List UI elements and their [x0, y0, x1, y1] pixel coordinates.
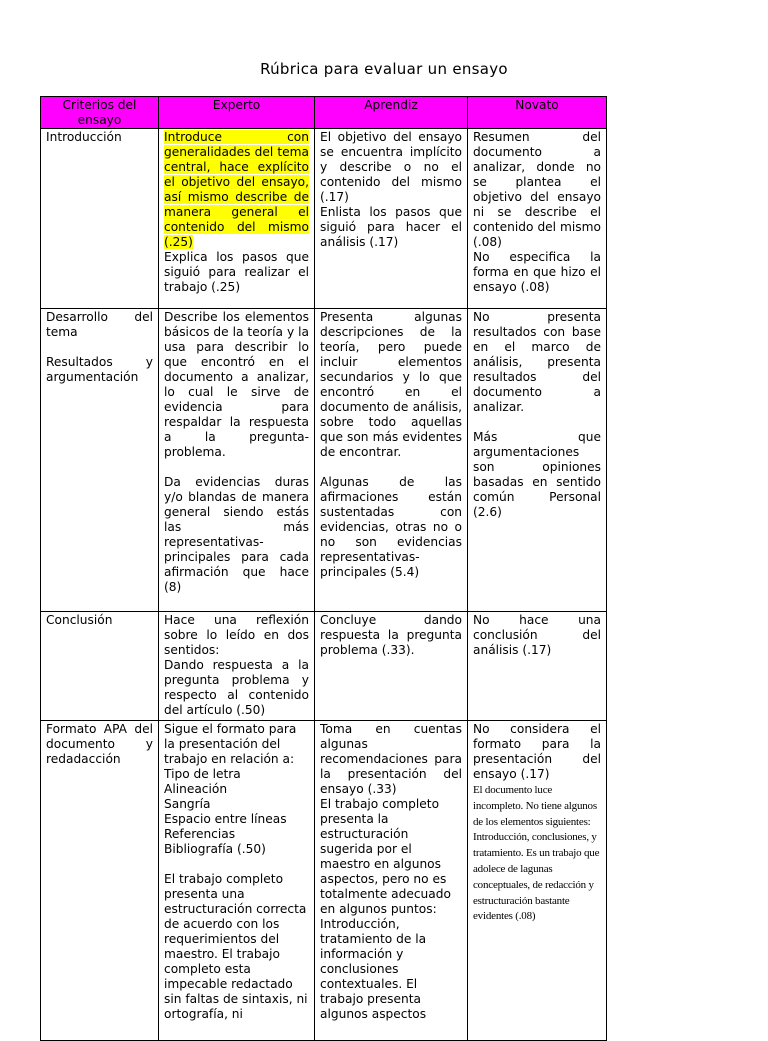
- cell-paragraph: [473, 250, 601, 295]
- cell-text: No presenta resultados con base en el marco de análisis, presenta resultados del documento a analizar.: [473, 310, 601, 414]
- cell-text: Bibliografía (.50): [164, 842, 266, 856]
- novice-cell: [468, 309, 607, 612]
- cell-text: Dando respuesta a la pregunta problema y respecto al contenido del artículo (.50): [164, 658, 309, 717]
- cell-paragraph: [473, 130, 601, 250]
- cell-text: Enlista los pasos que siguió para hacer el análisis (.17): [320, 205, 462, 249]
- cell-paragraph: [320, 130, 462, 205]
- apprentice-cell: [315, 309, 468, 612]
- cell-text: Algunas de las afirmaciones están sustentadas con evidencias, otras no o no son evidencias representativas-principales (5.4): [320, 475, 462, 579]
- header-novice: Novato: [468, 97, 607, 129]
- cell-paragraph: [320, 205, 462, 250]
- cell-paragraph: [164, 782, 309, 797]
- cell-text: Sigue el formato para la presentación del trabajo en relación a:: [164, 722, 297, 766]
- criterion-cell: [41, 129, 159, 309]
- cell-text: Referencias: [164, 827, 236, 841]
- cell-paragraph: [164, 310, 309, 460]
- cell-paragraph: [164, 722, 309, 767]
- cell-paragraph: [164, 130, 309, 250]
- header-row: [41, 97, 607, 129]
- cell-paragraph: [164, 767, 309, 782]
- novice-cell: [468, 129, 607, 309]
- criterion-cell: [41, 721, 159, 1041]
- cell-paragraph: [320, 613, 462, 658]
- cell-text: Describe los elementos básicos de la teoría y la usa para describir lo que encontró en el documento a analizar, lo cual le sirve de evidencia para respaldar la respuesta a la pregunta-problema.: [164, 310, 309, 459]
- table-row: [41, 309, 607, 612]
- cell-paragraph: [164, 613, 309, 658]
- cell-text: Hace una reflexión sobre lo leído en dos sentidos:: [164, 613, 309, 657]
- cell-text: Alineación: [164, 782, 228, 796]
- cell-paragraph: [320, 722, 462, 797]
- cell-paragraph: [473, 722, 601, 782]
- cell-text: Concluye dando respuesta la pregunta problema (.33).: [320, 613, 462, 657]
- novice-cell: [468, 721, 607, 1041]
- cell-text: No hace una conclusión del análisis (.17): [473, 613, 601, 657]
- expert-cell: [159, 129, 315, 309]
- cell-text: El trabajo completo presenta la estructuración sugerida por el maestro en algunos aspectos, pero no es totalmente adecuado en algunos puntos: Introducción, tratamiento de la información y conclusiones contextuales. El trabajo presenta algunos aspectos: [320, 797, 451, 1021]
- rubric-table: [40, 96, 607, 1041]
- apprentice-cell: [315, 721, 468, 1041]
- cell-paragraph: [473, 310, 601, 415]
- header-criteria: Criterios del ensayo: [41, 97, 159, 129]
- apprentice-cell: [315, 612, 468, 721]
- cell-paragraph: [164, 475, 309, 595]
- cell-paragraph: [164, 658, 309, 718]
- cell-text: Espacio entre líneas: [164, 812, 287, 826]
- cell-text: Explica los pasos que siguió para realizar el trabajo (.25): [164, 250, 309, 294]
- cell-paragraph: [164, 812, 309, 827]
- criterion-label: Formato APA del documento y redadacción: [46, 722, 153, 766]
- header-apprentice: Aprendiz: [315, 97, 468, 129]
- cell-paragraph: [473, 430, 601, 520]
- table-row: [41, 612, 607, 721]
- table-row: [41, 129, 607, 309]
- criterion-cell: [41, 309, 159, 612]
- cell-text: Más que argumentaciones son opiniones basadas en sentido común Personal (2.6): [473, 430, 601, 519]
- criterion-cell: [41, 612, 159, 721]
- cell-text: No especifica la forma en que hizo el ensayo (.08): [473, 250, 601, 294]
- cell-text: No considera el formato para la presentación del ensayo (.17): [473, 722, 601, 781]
- expert-cell: [159, 721, 315, 1041]
- cell-text: Tipo de letra: [164, 767, 241, 781]
- cell-text: Resumen del documento a analizar, donde no se plantea el objetivo del ensayo ni se describe el contenido del mismo (.08): [473, 130, 601, 249]
- table-row: [41, 721, 607, 1041]
- novice-cell: [468, 612, 607, 721]
- criterion-label: Resultados y argumentación: [46, 355, 153, 384]
- cell-text: Da evidencias duras y/o blandas de manera general siendo estás las más representativas-principales para cada afirmación que hace (8): [164, 475, 309, 594]
- cell-text: Sangría: [164, 797, 211, 811]
- cell-paragraph: [320, 797, 462, 1022]
- header-expert: Experto: [159, 97, 315, 129]
- cell-paragraph: [164, 797, 309, 812]
- cell-text: Toma en cuentas algunas recomendaciones para la presentación del ensayo (.33): [320, 722, 462, 796]
- document-title: Rúbrica para evaluar un ensayo: [260, 60, 508, 78]
- cell-paragraph: [164, 872, 309, 1022]
- cell-text: El trabajo completo presenta una estructuración correcta de acuerdo con los requerimientos del maestro. El trabajo completo esta impecable redactado sin faltas de sintaxis, ni ortografía, ni: [164, 872, 308, 1021]
- cell-paragraph: [320, 475, 462, 580]
- cell-paragraph: [320, 310, 462, 460]
- cell-paragraph: [164, 842, 309, 857]
- cell-paragraph: [473, 613, 601, 658]
- highlighted-text: Introduce con generalidades del tema central, hace explícito el objetivo del ensayo, así mismo describe de manera general el contenido del mismo (.25): [164, 130, 309, 249]
- apprentice-cell: [315, 129, 468, 309]
- expert-cell: [159, 309, 315, 612]
- cell-paragraph: [473, 782, 601, 924]
- cell-paragraph: [164, 827, 309, 842]
- cell-text: El documento luce incompleto. No tiene algunos de los elementos siguientes: Introducción, conclusiones, y tratamiento. Es un trabajo que adolece de lagunas conceptuales, de redacción y estructuración bastante evidentes (.08): [473, 784, 600, 923]
- expert-cell: [159, 612, 315, 721]
- cell-text: Presenta algunas descripciones de la teoría, pero puede incluir elementos secundarios y lo que encontró en el documento de análisis, sobre todo aquellas que son más evidentes de encontrar.: [320, 310, 462, 459]
- criterion-label: Conclusión: [46, 613, 113, 627]
- criterion-label: Desarrollo del tema: [46, 310, 153, 339]
- cell-text: El objetivo del ensayo se encuentra implícito y describe o no el contenido del mismo (.17): [320, 130, 462, 204]
- criterion-label: Introducción: [46, 130, 122, 144]
- cell-paragraph: [164, 250, 309, 295]
